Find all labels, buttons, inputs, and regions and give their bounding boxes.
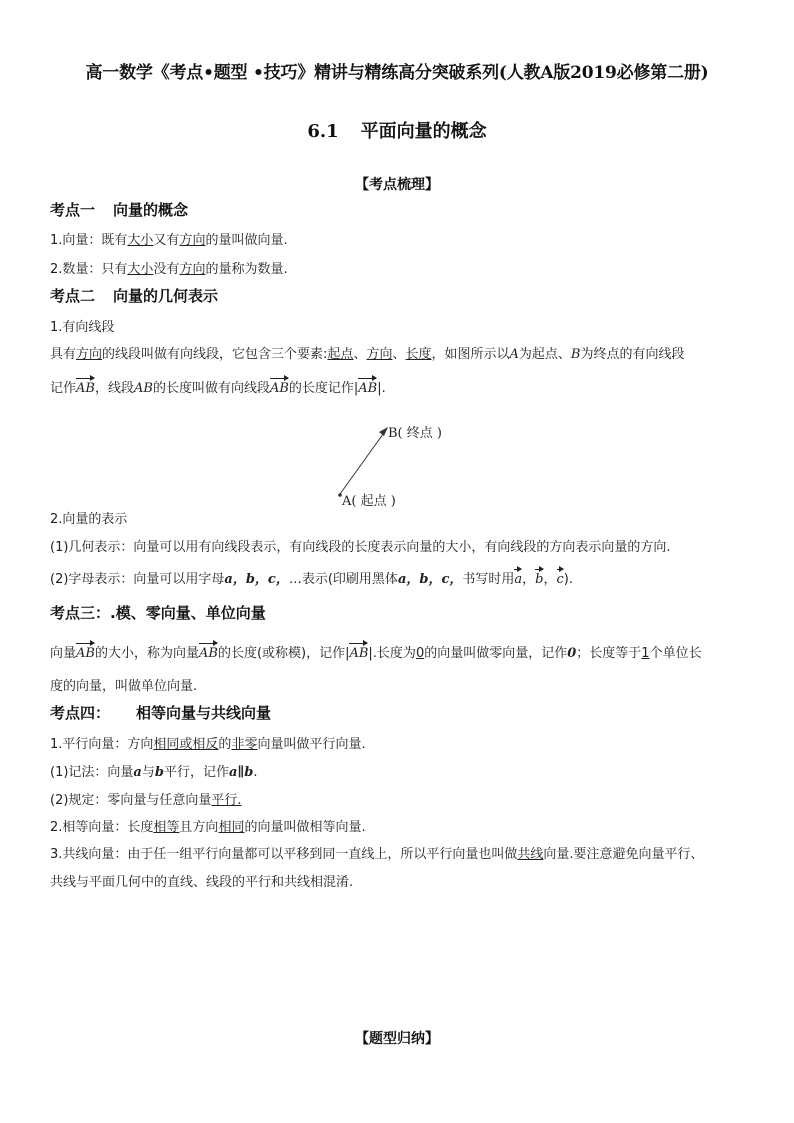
kd2-letter	[50, 568, 573, 587]
text: 向量	[50, 646, 77, 661]
underlined-term: 非零	[231, 737, 258, 752]
text: ，线段	[94, 381, 134, 396]
end-label: B( 终点 )	[388, 426, 442, 441]
text: (2)字母表示：向量可以用字母	[50, 572, 225, 587]
text: 为终点的有向线段	[580, 347, 685, 362]
text: 为起点、	[518, 347, 571, 362]
text: 具有	[50, 347, 77, 362]
kd2-para2	[50, 377, 386, 396]
text: 2.相等向量：长度	[50, 820, 154, 835]
vector-ab: AB	[349, 646, 369, 661]
vector-b: b	[154, 765, 164, 780]
vector-ab: AB	[269, 381, 289, 396]
kd2-heading	[50, 285, 218, 306]
text: 向量.要注意避免向量平行、	[543, 847, 704, 862]
vector-ab: AB	[76, 381, 95, 396]
text: 的向量叫做相等向量.	[244, 820, 366, 835]
kd2-sub2: 2.向量的表示	[50, 512, 128, 527]
text: ，	[522, 572, 536, 587]
text: 没有	[153, 262, 180, 277]
underlined-term: 方向	[179, 233, 206, 248]
underlined-term: 方向	[76, 347, 103, 362]
text: ，	[543, 572, 557, 587]
text: ；长度等于	[576, 646, 642, 661]
vector-a: a	[514, 572, 523, 587]
bold-letters: a，b，c，	[397, 572, 463, 587]
vector-ab: AB	[198, 646, 218, 661]
text: ，如图所示以	[431, 347, 510, 362]
text: …表示(印刷用黑体	[288, 572, 398, 587]
vector-b: b	[535, 572, 544, 587]
kd4-title: 相等向量与共线向量	[136, 704, 272, 722]
kd3-label: 考点三：	[50, 604, 111, 622]
underlined-term: 大小	[127, 233, 154, 248]
text: 1.向量：既有	[50, 233, 128, 248]
text: 的向量叫做零向量，记作	[424, 646, 568, 661]
text: (2)规定：零向量与任意向量	[50, 793, 212, 808]
vector-ab: AB	[76, 646, 95, 661]
text: 且方向	[179, 820, 219, 835]
point-b: B	[570, 347, 581, 362]
text: (1)记法：向量	[50, 765, 134, 780]
text: 3.共线向量：由于任一组平行向量都可以平移到同一直线上，所以平行向量也叫做	[50, 847, 518, 862]
text: 的量叫做向量.	[205, 233, 288, 248]
point-a: A	[509, 347, 519, 362]
kd1-title: 向量的概念	[113, 201, 189, 219]
underlined-term: 方向	[179, 262, 206, 277]
text: 向量叫做平行向量.	[257, 737, 366, 752]
kd3-heading	[50, 602, 266, 623]
section-kaodian: 【考点梳理】	[355, 177, 439, 193]
kd4-line4	[50, 816, 366, 835]
kd2-label: 考点二	[50, 287, 96, 305]
kd4-line5	[50, 843, 704, 862]
chapter-title	[0, 117, 794, 143]
text: 与	[141, 765, 155, 780]
text: |.	[377, 381, 386, 396]
kd4-heading	[50, 702, 271, 723]
text: 2.数量：只有	[50, 262, 128, 277]
text: 、	[353, 347, 367, 362]
kd2-title: 向量的几何表示	[113, 287, 219, 305]
start-label: A( 起点 )	[342, 494, 396, 509]
directed-segment-figure	[300, 415, 500, 515]
kd4-line6: 共线与平面几何中的直线、线段的平行和共线相混淆.	[50, 875, 354, 890]
chapter-name: 平面向量的概念	[360, 121, 487, 142]
underlined-term: 平行.	[211, 793, 242, 808]
text: 的长度(或称模)，记作|	[217, 646, 350, 661]
kd2-sub1: 1.有向线段	[50, 320, 115, 335]
underlined-term: 长度	[405, 347, 432, 362]
kd3-title: .模、零向量、单位向量	[110, 604, 266, 622]
kd1-label: 考点一	[50, 201, 96, 219]
section-tixing: 【题型归纳】	[355, 1031, 439, 1047]
underlined-term: 相同或相反	[153, 737, 219, 752]
kd1-heading	[50, 199, 188, 220]
text: 、	[392, 347, 406, 362]
parallel-notation: a∥b	[228, 765, 254, 780]
underlined-term: 共线	[517, 847, 544, 862]
text: 平行，记作	[163, 765, 229, 780]
text: ).	[563, 572, 574, 587]
text: |.长度为	[368, 646, 416, 661]
text: 的	[218, 737, 232, 752]
chapter-number: 6.1	[307, 121, 339, 142]
kd3-para1	[50, 642, 702, 661]
underlined-term: 大小	[127, 262, 154, 277]
kd4-line3	[50, 789, 242, 808]
text: 的量称为数量.	[205, 262, 288, 277]
text: 书写时用	[462, 572, 515, 587]
text: 记作	[50, 381, 77, 396]
zero-vector: 0	[567, 646, 577, 661]
text: 的长度叫做有向线段	[152, 381, 270, 396]
series-title: 高一数学《考点•题型 •技巧》精讲与精练高分突破系列(人教A版2019必修第二册)	[85, 63, 709, 83]
letters: a，b，c，	[224, 572, 289, 587]
text: 的大小，称为向量	[94, 646, 199, 661]
kd2-geom: (1)几何表示：向量可以用有向线段表示，有向线段的长度表示向量的大小，有向线段的方向表示向量的方向.	[50, 540, 671, 555]
text: 又有	[153, 233, 180, 248]
vector-a: a	[133, 765, 142, 780]
text: 个单位长	[649, 646, 702, 661]
text: .	[253, 765, 258, 780]
kd4-line2	[50, 761, 258, 780]
underlined-term: 相等	[153, 820, 180, 835]
segment-ab: AB	[133, 381, 153, 396]
kd4-label: 考点四：	[50, 704, 111, 722]
underlined-term: 1	[641, 646, 650, 661]
underlined-term: 起点	[327, 347, 354, 362]
arrow-head-icon	[379, 427, 388, 436]
text: 的线段叫做有向线段，它包含三个要素:	[102, 347, 328, 362]
kd4-line1	[50, 733, 366, 752]
vector-ab: AB	[358, 381, 378, 396]
kd3-para2: 度的向量，叫做单位向量.	[50, 679, 198, 694]
kd1-line1	[50, 229, 288, 248]
text: 1.平行向量：方向	[50, 737, 154, 752]
segment-line	[340, 430, 386, 494]
vector-c: c	[556, 572, 564, 587]
text: 的长度记作|	[288, 381, 359, 396]
underlined-term: 方向	[366, 347, 393, 362]
kd1-line2	[50, 258, 288, 277]
kd2-para1	[50, 343, 685, 362]
underlined-term: 0	[415, 646, 425, 661]
underlined-term: 相同	[218, 820, 245, 835]
